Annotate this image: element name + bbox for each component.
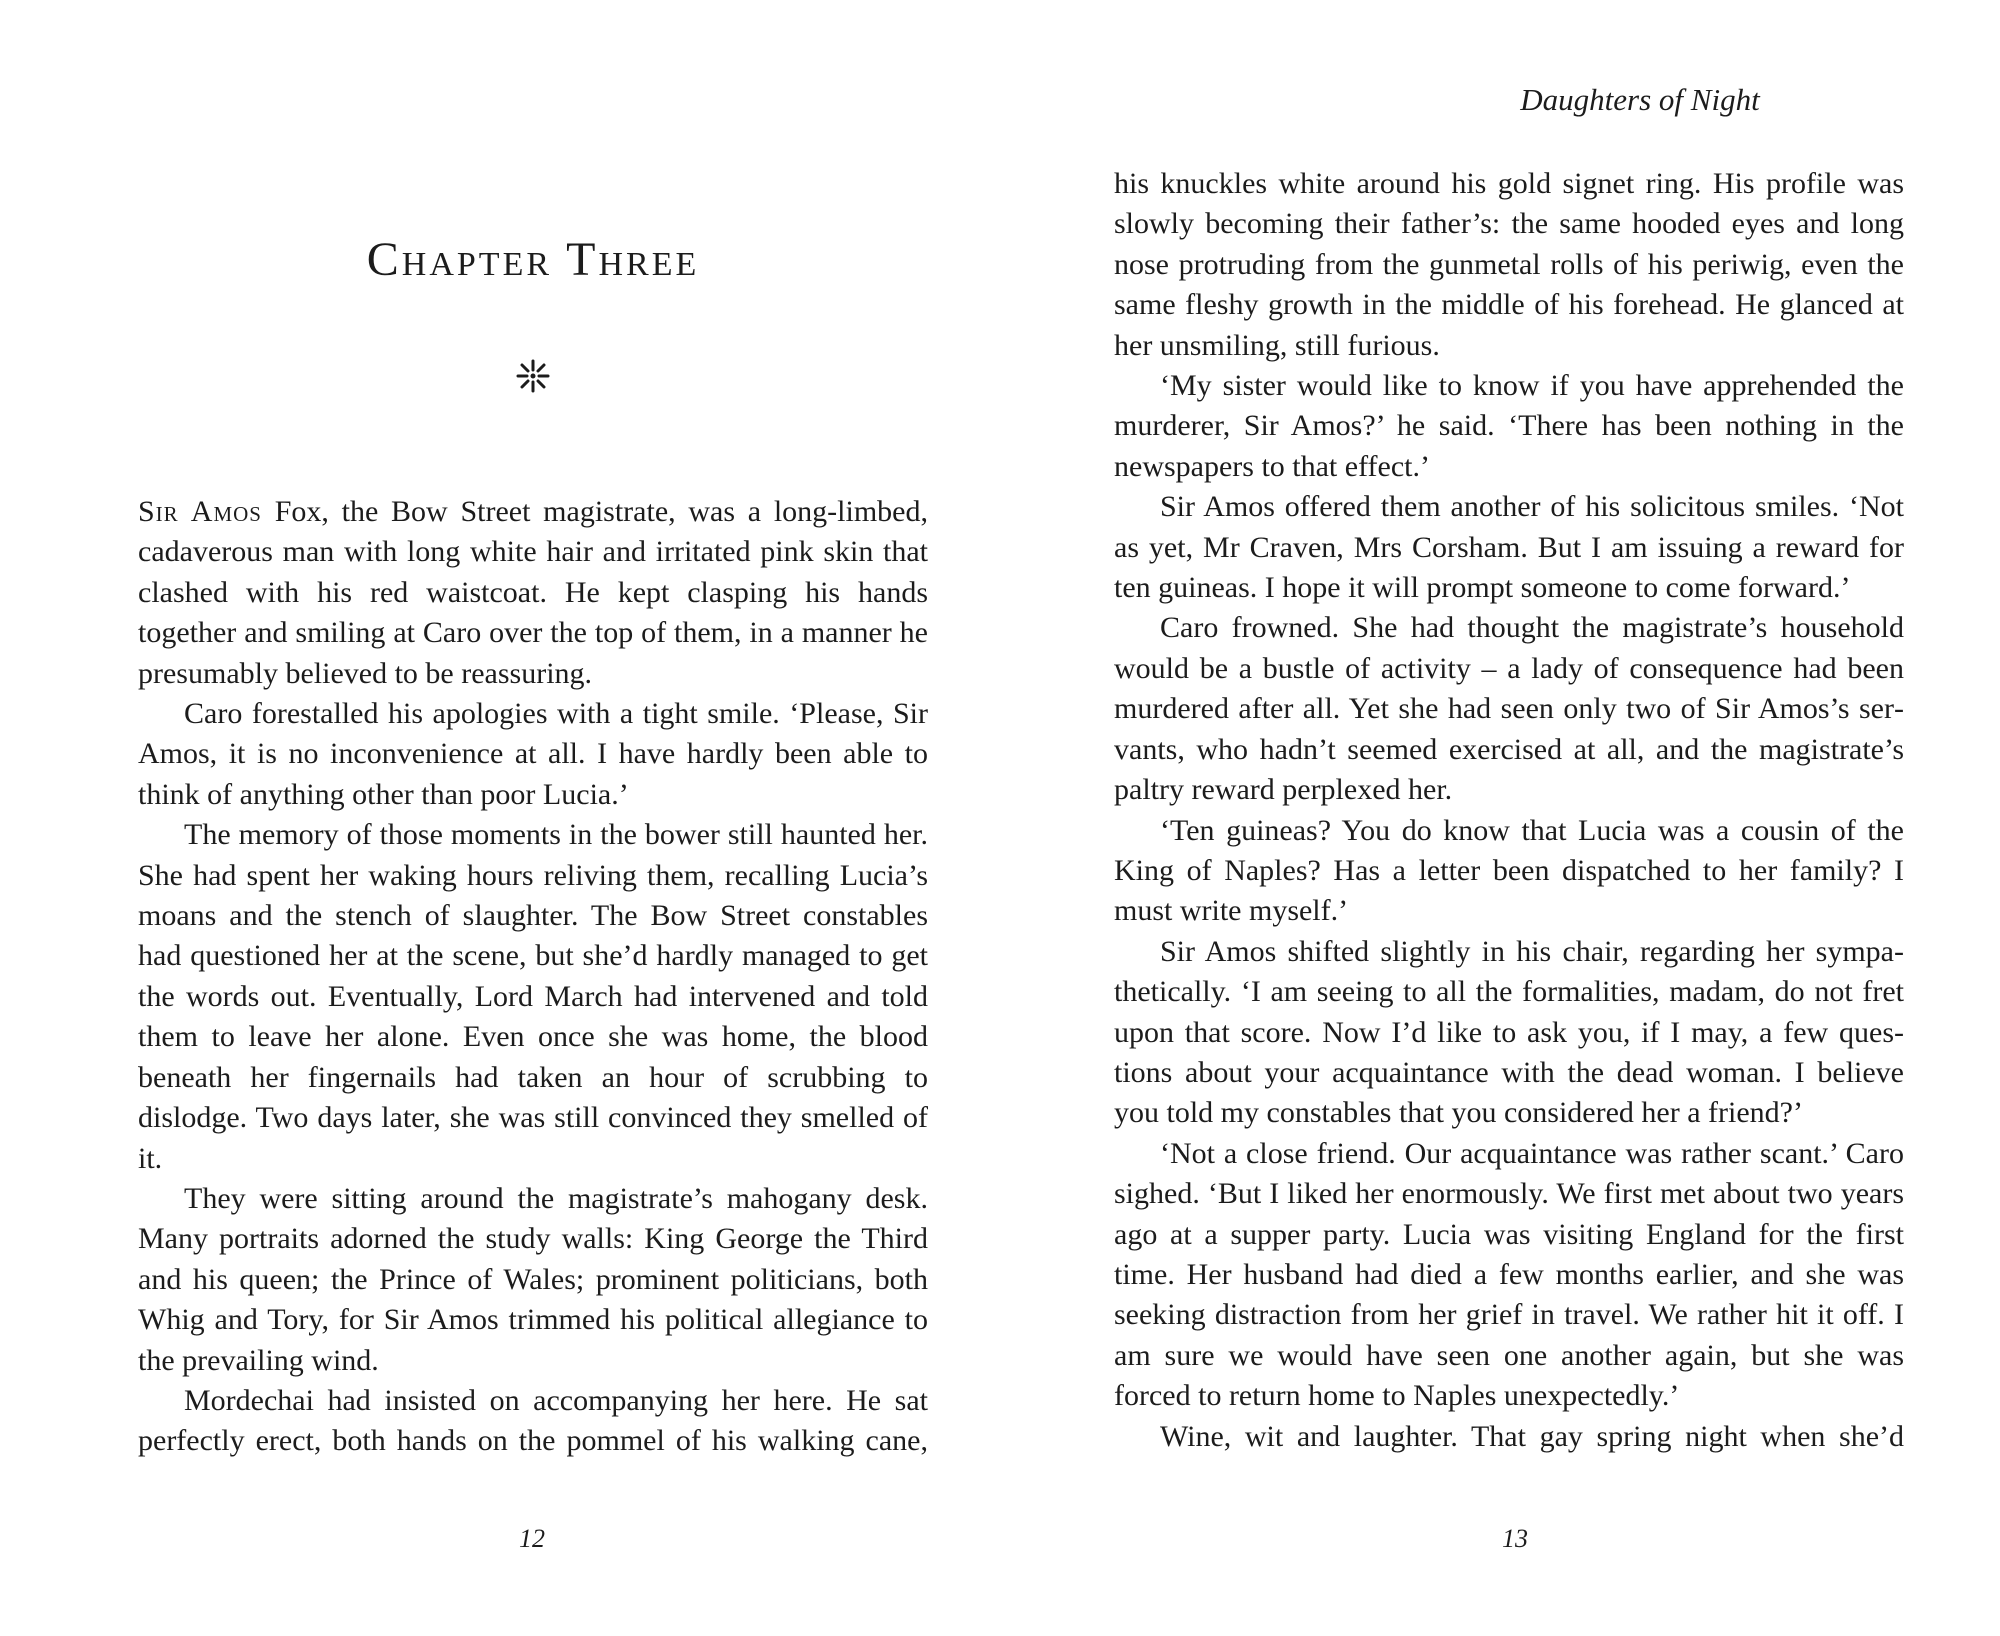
chapter-title: Chapter Three bbox=[366, 233, 700, 286]
running-head: Daughters of Night bbox=[1520, 82, 1760, 117]
paragraph: They were sitting around the magistrate’s mahogany desk. Many portraits adorned the study walls: King George the Third and his queen; the Prince of Wales; prominent politicians, both Whig and Tory, for Sir Amos trimmed his political allegiance to the prevailing wind. bbox=[138, 1181, 928, 1377]
asterisk-ornament-icon bbox=[515, 358, 551, 394]
opening-small-caps: Sir Amos bbox=[138, 495, 262, 528]
right-page bbox=[1000, 0, 2000, 1636]
paragraph: Sir Amos Fox, the Bow Street magistrate, was a long-limbed, cadaverous man with long white hair and irritated pink skin that clashed with his red waistcoat. He kept clasping his hands together and smiling at Caro over the top of them, in a manner he presumably believed to be reassuring. bbox=[138, 495, 928, 690]
paragraph: Sir Amos shifted slightly in his chair, regarding her sympathetically. ‘I am seeing to all the formalities, madam, do not fret upon that score. Now I’d like to ask you, if I may, a few questions about your acquaintance with the dead woman. I believe you told my constables that you considered her a friend?’ bbox=[1114, 934, 1904, 1130]
page-number: 12 bbox=[519, 1524, 545, 1553]
page-number: 13 bbox=[1502, 1524, 1528, 1553]
paragraph: ‘Not a close friend. Our acquaintance was rather scant.’ Caro sighed. ‘But I liked her enormously. We first met about two years ago at a supper party. Lucia was visiting England for the first time. Her husband had died a few months earlier, and she was seeking distraction from her grief in travel. We rather hit it off. I am sure we would have seen one another again, but she was forced to return home to Naples unexpectedly.’ bbox=[1114, 1136, 1904, 1413]
paragraph: The memory of those moments in the bower still haunted her. She had spent her waking hours reliving them, recalling Lucia’s moans and the stench of slaughter. The Bow Street constables had questioned her at the scene, but she’d hardly managed to get the words out. Eventually, Lord March had intervened and told them to leave her alone. Even once she was home, the blood beneath her fingernails had taken an hour of scrubbing to dislodge. Two days later, she was still convinced they smelled of it. bbox=[138, 818, 928, 1175]
right-body-text bbox=[1114, 164, 1904, 1457]
paragraph: Wine, wit and laughter. That gay spring night when she’d bbox=[1160, 1419, 1904, 1453]
left-body-text bbox=[138, 492, 928, 1462]
paragraph: Caro frowned. She had thought the magistrate’s household would be a bustle of activity – a lady of consequence had been murdered after all. Yet she had seen only two of Sir Amos’s servants, who hadn’t seemed exercised at all, and the magistrate’s paltry reward perplexed her. bbox=[1114, 611, 1904, 807]
paragraph: Caro forestalled his apologies with a tight smile. ‘Please, Sir Amos, it is no inconvenience at all. I have hardly been able to think of anything other than poor Lucia.’ bbox=[138, 697, 928, 811]
paragraph: ‘Ten guineas? You do know that Lucia was a cousin of the King of Naples? Has a letter been dispatched to her family? I must write myself.’ bbox=[1114, 813, 1904, 928]
paragraph: Mordechai had insisted on accompanying her here. He sat perfectly erect, both hands on the pommel of his walking cane, bbox=[138, 1383, 928, 1458]
paragraph: his knuckles white around his gold signet ring. His profile was slowly becoming their father’s: the same hooded eyes and long nose protruding from the gunmetal rolls of his periwig, even the same fleshy growth in the middle of his forehead. He glanced at her unsmiling, still furious. bbox=[1114, 167, 1904, 362]
paragraph: ‘My sister would like to know if you have apprehended the murderer, Sir Amos?’ he said. ‘There has been nothing in the newspapers to that effect.’ bbox=[1114, 369, 1904, 483]
paragraph: Sir Amos offered them another of his solicitous smiles. ‘Not as yet, Mr Craven, Mrs Corsham. But I am issuing a reward for ten guineas. I hope it will prompt someone to come forward.’ bbox=[1114, 490, 1904, 605]
